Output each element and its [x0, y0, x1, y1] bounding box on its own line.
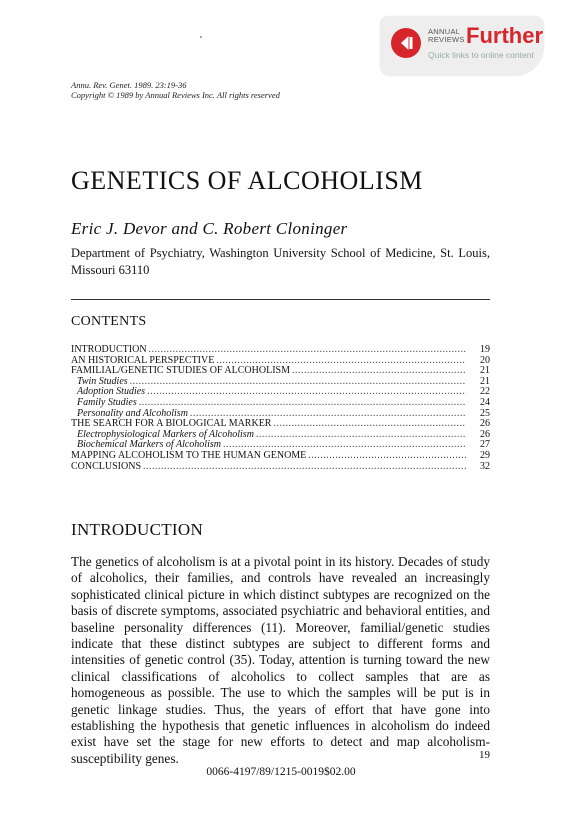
toc-entry-page: 21	[480, 365, 490, 377]
toc-entry-page: 29	[480, 449, 490, 461]
introduction-heading: INTRODUCTION	[71, 520, 204, 539]
article-code-footer: 0066-4197/89/1215-0019$02.00	[206, 766, 356, 778]
journal-citation	[71, 80, 280, 100]
toc-entry-label: THE SEARCH FOR A BIOLOGICAL MARKER	[71, 418, 272, 430]
toc-entry	[71, 398, 490, 409]
toc-leader-dots	[130, 377, 466, 388]
toc-entry-page: 19	[480, 344, 490, 355]
toc-entry-page: 21	[480, 375, 490, 387]
toc-entry-label: MAPPING ALCOHOLISM TO THE HUMAN GENOME	[71, 449, 307, 461]
toc-entry	[71, 462, 490, 473]
toc-entry-label: Electrophysiological Markers of Alcoholism	[77, 428, 254, 440]
toc-leader-dots	[149, 345, 466, 356]
back-arrow-icon	[391, 28, 421, 58]
toc-leader-dots	[308, 451, 466, 462]
article-title: GENETICS OF ALCOHOLISM	[71, 166, 423, 195]
citation-line: Annu. Rev. Genet. 1989. 23:19-36	[71, 80, 187, 90]
toc-entry-label: FAMILIAL/GENETIC STUDIES OF ALCOHOLISM	[71, 365, 290, 377]
toc-entry-page: 26	[480, 428, 490, 440]
toc-entry-page: 27	[480, 439, 490, 451]
toc-entry-label: INTRODUCTION	[71, 344, 147, 355]
toc-leader-dots	[139, 398, 466, 409]
page-number: 19	[479, 749, 490, 761]
toc-entry-label: Family Studies	[77, 396, 137, 408]
article-authors: Eric J. Devor and C. Robert Cloninger	[71, 219, 348, 238]
toc-leader-dots	[147, 387, 466, 398]
copyright-line: Copyright © 1989 by Annual Reviews Inc. All rights reserved	[71, 90, 280, 100]
toc-entry-label: CONCLUSIONS	[71, 460, 142, 472]
toc-entry	[71, 345, 490, 356]
contents-heading: CONTENTS	[71, 314, 147, 329]
toc-leader-dots	[273, 419, 466, 430]
quick-links-tagline: Quick links to online content	[428, 50, 534, 60]
toc-entry	[71, 451, 490, 462]
table-of-contents	[71, 345, 490, 472]
introduction-paragraph: The genetics of alcoholism is at a pivotal point in its history. Decades of study of alcoholics, their families, and controls have revealed an increasingly sophisticated clinical picture in which distinct subtypes are recognized on the basis of discrete symptoms, associated psychiatric and behavioral entities, and baseline personality differences (11). Moreover, familial/genetic studies indicate that these distinct subtypes are subject to different forms and intensities of genetic control (35). Today, attention is turning toward the new clinical classifications of alcoholics to collect samples that are as homogeneous as possible. The use to which the samples will be put is in genetic linkage studies. Thus, the years of effort that have gone into establishing the hypothesis that genetic influences in alcoholism do indeed exist have set the stage for new efforts to detect and map alcoholism-susceptibility genes.	[71, 554, 490, 766]
toc-leader-dots	[292, 366, 466, 377]
toc-entry-label: Twin Studies	[77, 375, 128, 387]
toc-entry-page: 25	[480, 407, 490, 419]
divider-rule	[71, 299, 490, 300]
annual-reviews-further-badge[interactable]	[380, 16, 544, 76]
speck	[200, 36, 202, 38]
annual-reviews-logo-text: ANNUAL REVIEWS	[428, 27, 465, 44]
toc-entry-label: Biochemical Markers of Alcoholism	[77, 439, 221, 451]
further-wordmark: Further	[466, 23, 543, 48]
toc-leader-dots	[256, 430, 466, 441]
toc-entry-page: 24	[480, 396, 490, 408]
author-affiliation: Department of Psychiatry, Washington University School of Medicine, St. Louis, Missouri 63110	[71, 246, 490, 277]
toc-entry	[71, 366, 490, 377]
toc-entry-page: 32	[480, 460, 490, 472]
toc-entry-page: 20	[480, 354, 490, 366]
toc-entry-page: 26	[480, 418, 490, 430]
toc-entry-label: Personality and Alcoholism	[77, 407, 188, 419]
toc-entry-label: Adoption Studies	[77, 386, 146, 398]
toc-entry-label: AN HISTORICAL PERSPECTIVE	[71, 354, 215, 366]
toc-entry-page: 22	[480, 386, 490, 398]
toc-leader-dots	[143, 462, 466, 473]
